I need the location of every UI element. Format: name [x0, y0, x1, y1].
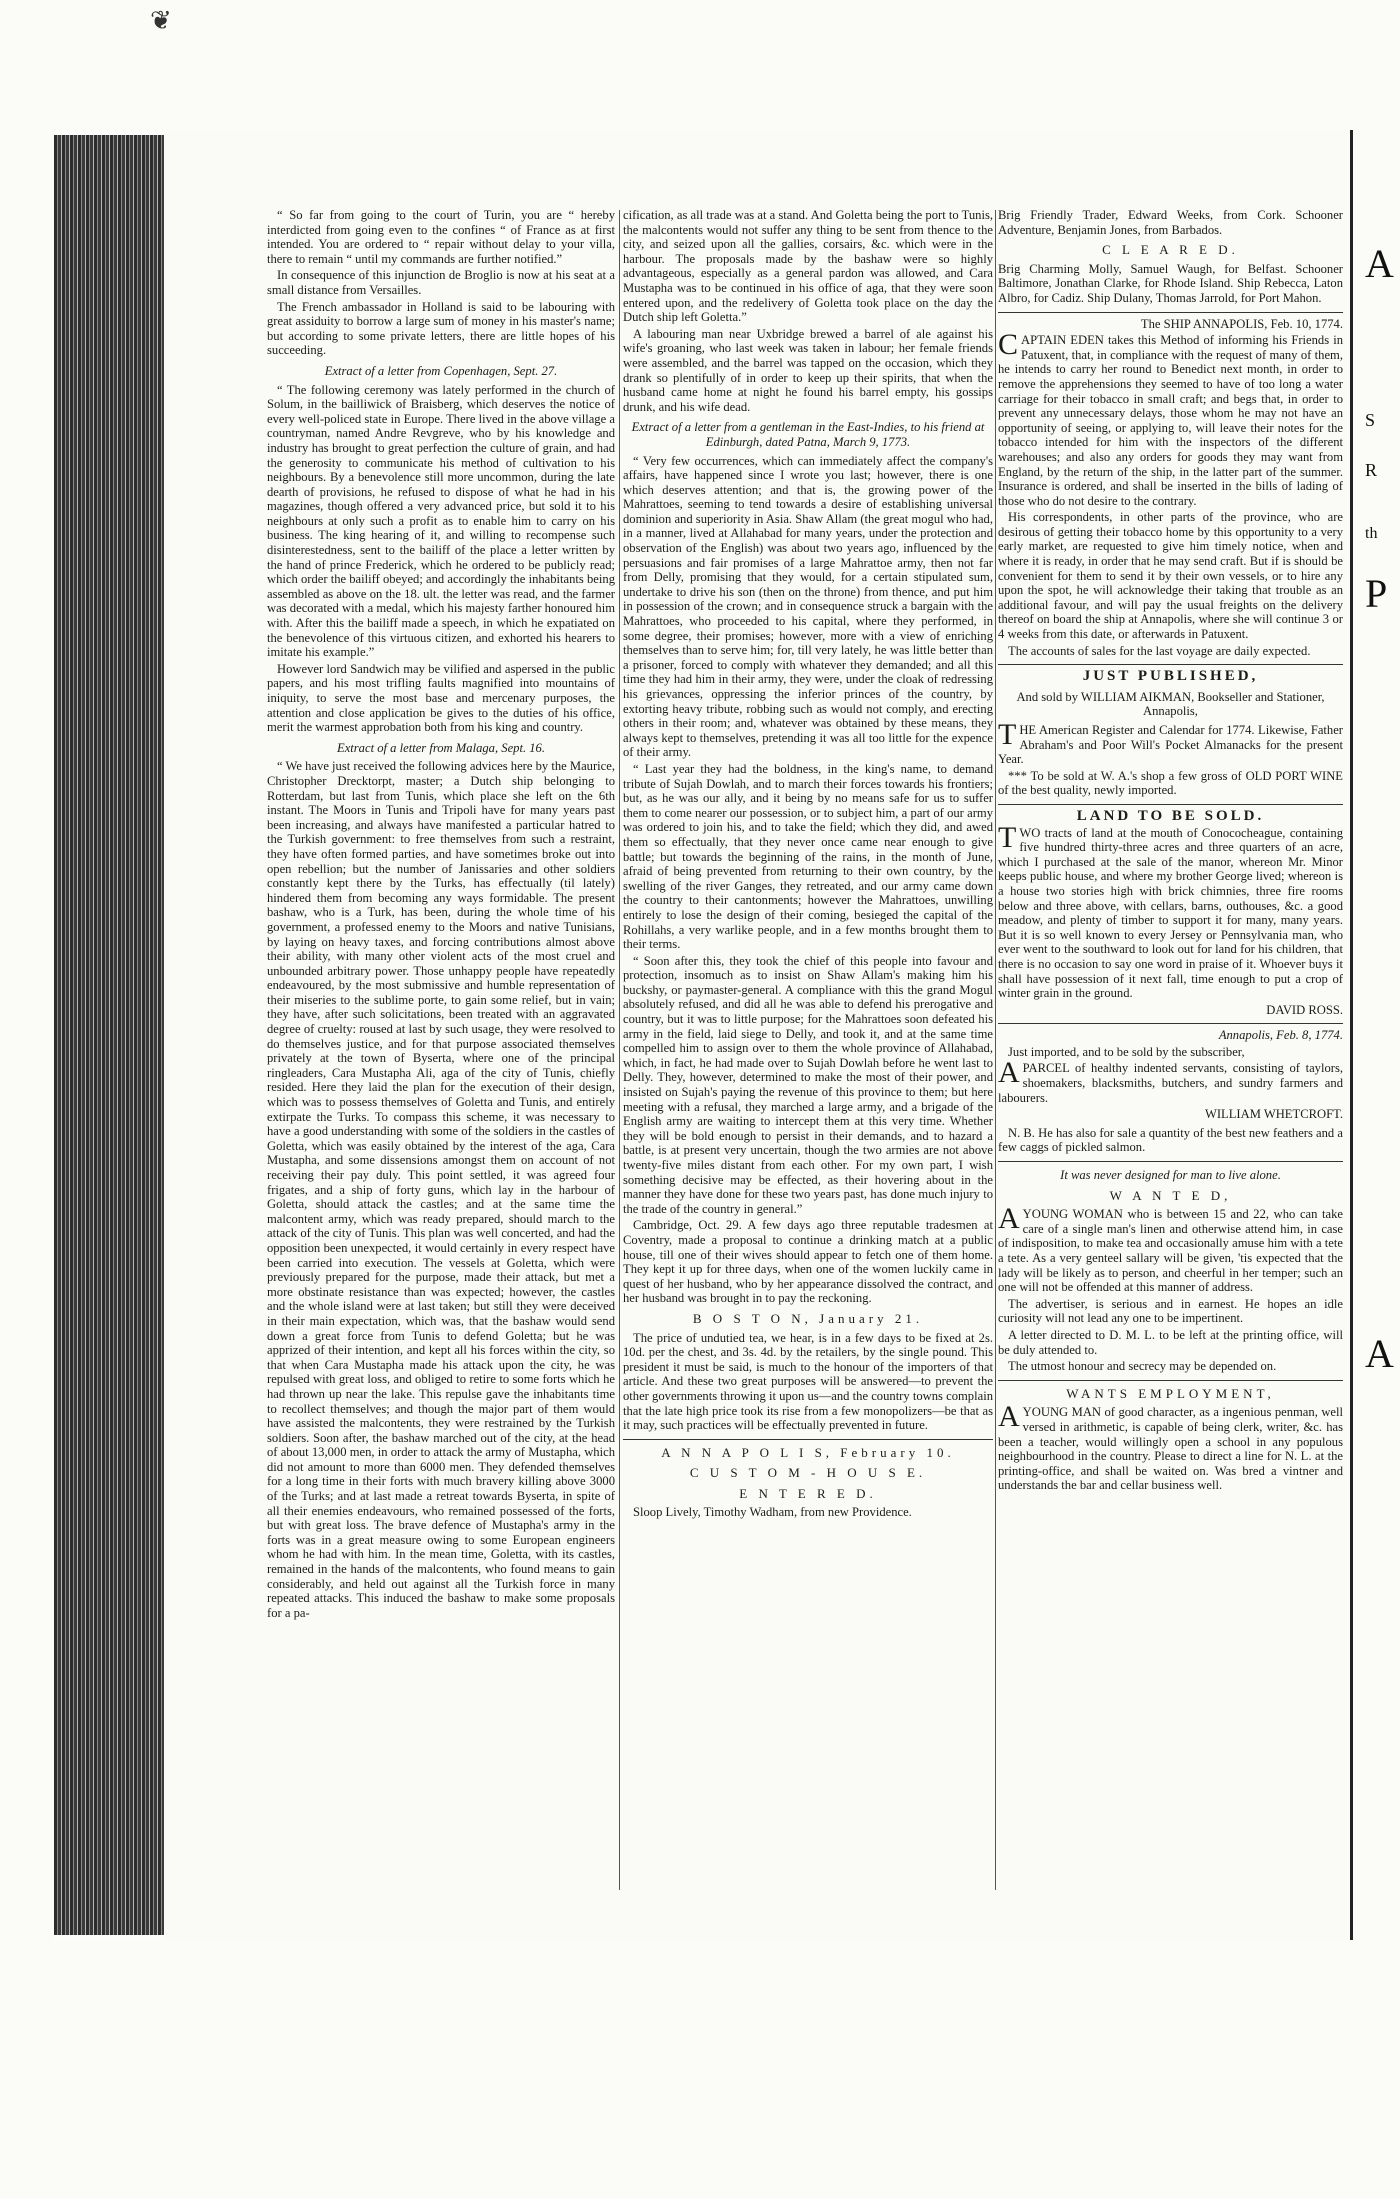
film-mark: ❦	[150, 6, 172, 35]
book-page-edges	[54, 135, 164, 1935]
column-1	[267, 208, 615, 1910]
column-2	[623, 208, 993, 1910]
ad-text: A letter directed to D. M. L. to be left at the printing office, will be duly attended to.	[998, 1327, 1343, 1357]
column-3	[998, 208, 1343, 1910]
divider	[998, 664, 1343, 665]
paragraph: In consequence of this injunction de Broglio is now at his seat at a small distance from Versailles.	[267, 268, 615, 297]
ad-text: *** To be sold at W. A.'s shop a few gross of OLD PORT WINE of the best quality, newly imported.	[998, 768, 1343, 798]
section-heading: Extract of a letter from Malaga, Sept. 16.	[337, 740, 545, 755]
film-margin-bottom	[0, 1940, 1400, 2198]
edge-letter: S	[1365, 410, 1376, 430]
divider	[623, 1439, 993, 1440]
ad-text: His correspondents, in other parts of the province, who are desirous of getting their tobacco home by this opportunity to a very early market, are requested to give him timely notice, when and where it is ready, in order that he may send craft. But if is should be convenient for them to send it by their own vessels, or to hire any upon the spot, he will acknowledge their taking that trouble as an additional favour, and will pay the usual freights on the delivery thereof on board the ship at Annapolis, where she will continue 3 or 4 weeks from this date, or afterwards in Patuxent.	[998, 510, 1343, 642]
paragraph: “ Soon after this, they took the chief of this people into favour and protection, insomuch as to insist on Shaw Allam's making him his buckshy, or paymaster-general. A compliance with this the grand Mogul absolutely refused, and did all he was able to defend his prerogative and country, but it was to little purpose; for the Mahrattoes soon defeated his army in the field, laid siege to Delly, and took it, and at the same time compelled him to assign over to them the whole province of Allahabad, which, in fact, he had made over to Sujah Dowlah before he went last to Delly. They, however, determined to make the most of their power, and insisted on Sujah's paying the revenue of this province to them; but here meeting with a refusal, they marched a large army, and a brigade of the English army are waiting to intercept them at this very time. Whether they will be bold enough to persist in their demands, and to hazard a battle, is at present very uncertain, though the two armies are not above twenty-five miles distant from each other. For my own part, I wish something decisive may be effected, as their hovering about in the manner they have done for these two years past, has done much injury to the trade of the country in general.”	[623, 953, 993, 1216]
divider	[998, 1161, 1343, 1162]
ad-heading: JUST PUBLISHED,	[1082, 668, 1259, 685]
ad-heading: W A N T E D,	[1109, 1187, 1232, 1203]
section-heading: C L E A R E D.	[1102, 242, 1239, 258]
ad-text: AYOUNG MAN of good character, as a ingenious penman, well versed in arithmetic, is capable of being clerk, writer, &c. has been a teacher, would willingly open a school in any populous neighbourhood in the country. Please to direct a line for N. L. at the printing-office, and shall be waited on. Was bred a vintner and understands the bar and cellar business well.	[998, 1400, 1343, 1493]
ad-subheading: It was never designed for man to live alone.	[1060, 1168, 1281, 1183]
paragraph: A labouring man near Uxbridge brewed a barrel of ale against his wife's groaning, who last week was taken in labour; her female friends were assembled, and the barrel was tapped on the occasion, which they drank so plentifully of in order to keep up their spirits, that when the husband came home at night he found his barrel empty, his gossips drunk, and his wife dead.	[623, 326, 993, 414]
section-heading: Extract of a letter from a gentleman in the East-Indies, to his friend at Edinburgh, dated Patna, March 9, 1773.	[631, 420, 985, 449]
ad-text: The accounts of sales for the last voyage are daily expected.	[1008, 643, 1311, 658]
ad-heading: The SHIP ANNAPOLIS, Feb. 10, 1774.	[1140, 316, 1343, 331]
ad-date: Annapolis, Feb. 8, 1774.	[1218, 1028, 1343, 1043]
ad-text: THE American Register and Calendar for 1774. Likewise, Father Abraham's and Poor Will's Pocket Almanacks for the present Year.	[998, 718, 1343, 767]
ad-signature: WILLIAM WHETCROFT.	[1204, 1107, 1343, 1122]
paragraph: Brig Charming Molly, Samuel Waugh, for Belfast. Schooner Baltimore, Jonathan Clarke, for Rhode Island. Ship Rebecca, Laton Albro, for Cadiz. Ship Dulany, Thomas Jarrold, for Port Mahon.	[998, 261, 1343, 305]
ad-heading: LAND TO BE SOLD.	[1076, 807, 1265, 824]
column-rule	[995, 210, 996, 1890]
ad-heading: WANTS EMPLOYMENT,	[1066, 1385, 1275, 1401]
paragraph: “ The following ceremony was lately performed in the church of Solum, in the bailliwick of Braisberg, which deserves the notice of every well-policed state in Europe. There lived in the above village a countryman, named Andre Revgreve, who by his knowledge and industry has brought to great perfection the culture of grain, and had the generosity to communicate his method of cultivation to his neighbours. By a benevolence still more uncommon, during the late dearth of provisions, he refused to dispose of what he had in his magazines, though offered a very advanced price, but sold it to his neighbours at only such a profit as to enable him to carry on his business. The king hearing of it, and willing to recompense such disinterestedness, sent to the bailiff of the place a letter written by the hand of prince Frederick, which he ordered to be publicly read; which order the bailiff obeyed; and accordingly the inhabitants being assembled as above on the 18. ult. the letter was read, and the farmer was decorated with a medal, which his majesty farther honoured him with. After this the bailiff made a speech, in which he expatiated on the benevolence of this virtuous citizen, and exhorted his hearers to imitate his example.”	[267, 382, 615, 660]
edge-letter: P	[1365, 571, 1388, 616]
paragraph: “ We have just received the following advices here by the Maurice, Christopher Drecktorpt, master; a Dutch ship belonging to Rotterdam, but last from Tunis, which place she left on the 6th instant. The Moors in Tunis and Tripoli have for many years past been increasing, and always have manifested a particular hatred to the Turkish government: to free themselves from such a restraint, they have often formed parties, and have sometimes broke out into open rebellion; but the number of Janissaries and other soldiers constantly kept there by the Turks, has effectually (til lately) hindered them from becoming any ways formidable. The present bashaw, who is a Turk, has been, during the whole time of his government, a professed enemy to the Moors and native Tunisians, by laying on heavy taxes, and forcing contributions almost above their ability, with many other violent acts of the most cruel and unbounded arbitrary power. Those unhappy people have repeatedly endeavoured, by the most submissive and humble representation of their miseries to the sublime porte, to gain some relief, but in vain; they have, after such solicitations, been treated with an aggravated degree of cruelty: roused at last by such usage, they were resolved to do themselves justice, and for that purpose associated themselves privately at the town of Byserta, where one of the principal ringleaders, Cara Mustapha Ali, aga of the city of Tunis, chiefly resided. Here they laid the plan for the execution of their design, which was to possess themselves of Goletta and Tunis, and entirely extirpate the Turks. To compass this scheme, it was necessary to have a good understanding with some of the soldiers in the castles of Goletta, which was easily obtained by the interest of the aga, Cara Mustapha, and some dissensions amongst them on account of not receiving their pay duly. This point settled, it was agreed four frigates, and a ship of forty guns, which lay in the harbour of Goletta, should attack the castles; and at the same time the malcontent army, which was ready prepared, should march to the attack of the city of Tunis. This plan was well concerted, and had the opposition been unexpected, it would certainly in every respect have been carried into execution. The vessels at Goletta, which were previously prepared for the purpose, made their attack, but met a more obstinate resistance than was expected; however, the castles and the whole island were at last taken; but still they were deceived in their main expectation, which was, that the bashaw would send down a great force from Tunis to defend Goletta; but he was apprized of their intention, and kept all his forces within the city, so that when Cara Mustapha made his attack upon the city, he was repulsed with great loss, and obliged to retire to some forts which he had thrown up near the lake. This repulse gave the inhabitants time to recollect themselves; and though the major part of them would have assisted the malcontents, they were restrained by the Turkish soldiers. Soon after, the bashaw marched out of the city, at the head of about 13,000 men, in order to attack the army of Mustapha, which did not amount to more than 6000 men. They defended themselves for a long time in their forts with much bravery killing above 3000 of the Turks; and at last made a retreat towards Byserta, in spite of all their enemies endeavours, who remained possessed of the forts, but with great loss. The brave defence of Mustapha's army in the forts was in a great measure owing to some European engineers whom he had with him. In the mean time, Goletta, with its castles, remained in the hands of the malcontents, who found means to gain considerably, and held out against all the Turkish force in many repeated attacks. This induced the bashaw to make some proposals for a pa-	[267, 759, 615, 1620]
divider	[998, 1023, 1343, 1024]
section-heading: C U S T O M - H O U S E.	[689, 1465, 927, 1481]
edge-letter: R	[1365, 460, 1378, 480]
divider	[998, 1380, 1343, 1381]
edge-letter: A	[1365, 1331, 1394, 1376]
ad-text: CAPTAIN EDEN takes this Method of informing his Friends in Patuxent, that, in compliance with the request of many of them, he intends to carry her round to Benedict next month, in order to remove the apprehensions they seemed to have of too long a water carriage for their tobacco in small craft; and begs that, in order to prevent any unnecessary delays, those whom he may not have an opportunity of seeing, or applying to, will leave their notes for the tobacco intended for him with the inspectors of the different warehouses; and also any orders for goods they may want from England, by the return of the ship, in the latter part of the summer. Insurance is ordered, and shall be inserted in the bills of lading of those who do not desire to the contrary.	[998, 328, 1343, 508]
ad-text: APARCEL of healthy indented servants, consisting of taylors, shoemakers, blacksmiths, butchers, and sundry farmers and labourers.	[998, 1056, 1343, 1105]
paragraph: “ Very few occurrences, which can immediately affect the company's affairs, have happened since I wrote you last; however, there is one which deserves attention; and that is, the growing power of the Mahrattoes, seeming to tend towards a desire of establishing universal dominion and superiority in Asia. Shaw Allam (the great mogul who had, in a manner, lived at Allahabad for many years, under the protection and observation of the English) was about two years ago, influenced by the persuasions and fair promises of a large Mahrattoe army, then not far from Delly, promising that they would, for a certain stipulated sum, undertake to drive his son (then on the throne) from thence, and put him in possession of the crown; and in consequence struck a bargain with the Mahrattoes, who proceeded to his capital, where they performed, in some degree, their promises; however, more with a view of enriching themselves than to serve him; for, till very lately, he was little better than a prisoner, forced to comply with whatever they demanded; and all this time they had him in their army, they were, under the cloak of redressing his grievances, oppressing the inferior princes of the country, by extorting heavy tribute, robbing such as would not comply, and erecting others in their room; and, whatever was obtained by these means, they always kept to themselves, pretending it was all too little for the expence of their army.	[623, 453, 993, 760]
ad-signature: DAVID ROSS.	[1266, 1002, 1343, 1017]
paragraph: cification, as all trade was at a stand. And Goletta being the port to Tunis, the malcontents would not suffer any thing to be sent from thence to the city, and seized upon all the gallies, corsairs, &c. which were in the harbour. The proposals made by the bashaw were so highly advantageous, especially as a general pardon was allowed, and Cara Mustapha was to be continued in his office of aga, that they were soon entered upon, and the redelivery of Goletta took place on the day the Dutch ship left Goletta.”	[623, 208, 993, 325]
adjacent-page-strip	[1350, 130, 1400, 1940]
film-margin-top	[0, 0, 1400, 130]
section-heading: B O S T O N, January 21.	[692, 1310, 924, 1326]
ad-text: AYOUNG WOMAN who is between 15 and 22, who can take care of a single man's linen and otherwise attend him, in case of indisposition, to make tea and occasionally amuse him with a tete a tete. As a very genteel sallary will be given, 'tis expected that the lady will be likely as to person, and cheerful in her temper; such an one will not be offended at this manner of address.	[998, 1202, 1343, 1295]
ad-text: The advertiser, is serious and in earnest. He hopes an idle curiosity will not lead any one to be impertinent.	[998, 1296, 1343, 1326]
film-margin-left	[0, 130, 54, 2198]
divider	[998, 804, 1343, 805]
ad-text: TWO tracts of land at the mouth of Conococheague, containing five hundred thirty-three acres and three quarters of an acre, which I purchased at the sale of the manor, whereon Mr. Minor keeps public house, and where my brother George lived; whereon is a house two stories high with brick chimnies, three fire rooms below and three above, with cellars, barns, outhouses, &c. a good meadow, and plenty of timber to support it for many, many years. But it is so well known to every Jersey or Pennsylvania man, who ever went to the southward to look out for land for his children, that there is no occasion to say one word in praise of it. Whoever buys it shall have possession of it next fall, time enough to put a crop of winter grain in the ground.	[998, 820, 1343, 1001]
section-heading: Extract of a letter from Copenhagen, Sept. 27.	[324, 363, 558, 378]
column-rule	[619, 210, 620, 1890]
edge-letter: th	[1365, 525, 1378, 542]
section-heading: E N T E R E D.	[739, 1485, 877, 1501]
divider	[998, 312, 1343, 313]
ad-text: Just imported, and to be sold by the subscriber,	[1008, 1044, 1245, 1059]
paragraph: The price of undutied tea, we hear, is in a few days to be fixed at 2s. 10d. per the chest, and 3s. 4d. by the retailers, by the single pound. This president it must be said, is much to the honour of the importers of that article. And these two great purposes will be answered—to prevent the other governments throwing it upon us—and the country towns complain that the late high price took its rise from a few monopolizers—be that as it may, such practices will be effectually prevented in future.	[623, 1330, 993, 1433]
paragraph: “ So far from going to the court of Turin, you are “ hereby interdicted from going even to the confines “ of France as at first intended. You are ordered to “ repair without delay to your villa, there to remain “ until my commands are further notified.”	[267, 208, 615, 266]
section-heading: A N N A P O L I S, February 10.	[661, 1444, 955, 1460]
ad-subheading: And sold by WILLIAM AIKMAN, Bookseller and Stationer, Annapolis,	[1016, 689, 1325, 719]
paragraph: “ Last year they had the boldness, in the king's name, to demand tribute of Sujah Dowlah, and to march their forces towards his frontiers; but, as he was our ally, and it being by no means safe for us to suffer them to come nearer our possession, or to subject him, a part of our army was ordered to join his, and to take the field; which they did, and awed them so effectually, that they never once came near enough to give battle; but towards the beginning of the rains, in the month of June, afraid of being prevented from returning to their own country, by the swelling of the river Ganges, they retreated, and our army came down the country to their cantonments; however the Mahrattoes, unwilling entirely to lose the design of their coming, besieged the capital of the Rohillahs, a very warlike people, and in a few months brought them to their terms.	[623, 761, 993, 952]
paragraph: However lord Sandwich may be vilified and aspersed in the public papers, and his most trifling faults magnified into mountains of iniquity, to serve the most base and mercenary purposes, the attention and close application be gives to the duties of his office, merit the warmest approbation both from his king and country.	[267, 661, 615, 735]
paragraph: Sloop Lively, Timothy Wadham, from new Providence.	[633, 1505, 912, 1520]
edge-letter: A	[1365, 241, 1394, 286]
paragraph: Cambridge, Oct. 29. A few days ago three reputable tradesmen at Coventry, made a proposal to continue a drinking match at a public house, till one of their wives should appear to fetch one of them home. They kept it up for three days, when one of the women luckily came in quest of her husband, who by her appearance dissolved the contract, and her husband was brought in to pay the reckoning.	[623, 1218, 993, 1306]
paragraph: The French ambassador in Holland is said to be labouring with great assiduity to borrow a large sum of money in his master's name; but according to some private letters, there are little hopes of his succeeding.	[267, 299, 615, 358]
paragraph: Brig Friendly Trader, Edward Weeks, from Cork. Schooner Adventure, Benjamin Jones, from Barbados.	[998, 208, 1343, 237]
ad-text: N. B. He has also for sale a quantity of the best new feathers and a few caggs of pickled salmon.	[998, 1125, 1343, 1155]
ad-text: The utmost honour and secrecy may be depended on.	[1008, 1359, 1277, 1374]
